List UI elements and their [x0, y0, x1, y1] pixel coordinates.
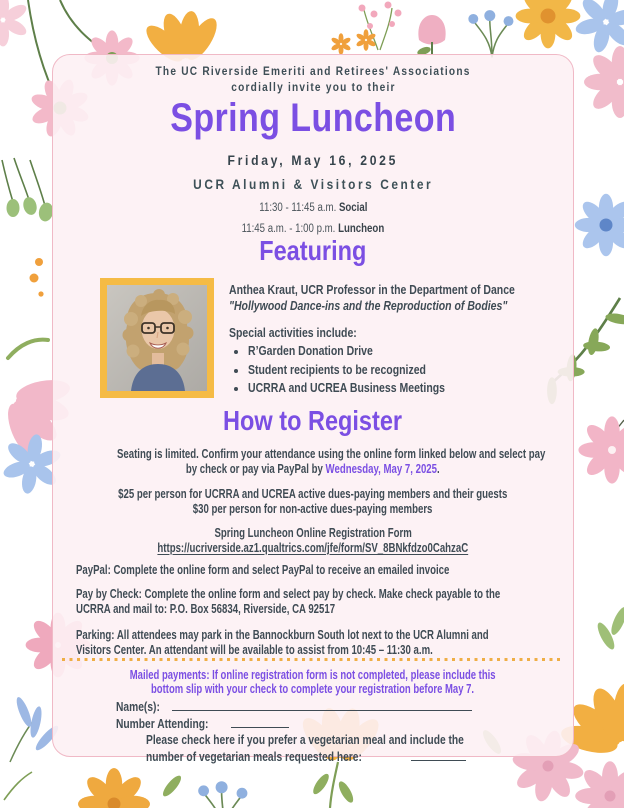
pink-flower-right [578, 416, 624, 483]
green-leaf-bottom [160, 773, 184, 799]
activities-label: Special activities include: [229, 326, 357, 340]
speaker-info [229, 283, 569, 401]
invite-line2: cordially invite you to their [230, 82, 396, 94]
blue-berries-bottom [198, 781, 247, 808]
price-lines: $25 per person for UCRRA and UCREA active dues-paying members and their guests $30 per person for non-active dues-paying members [118, 487, 508, 516]
speaker-name: Anthea Kraut, UCR Professor in the Department of Dance [229, 283, 515, 297]
name-label: Name(s): [116, 700, 160, 714]
list-item: • Student recipients to be recognized [248, 364, 569, 377]
deadline-text: Wednesday, May 7, 2025 [325, 461, 438, 476]
schedule-line-social: 11:30 - 11:45 a.m. Social [258, 202, 368, 214]
activities-list [229, 345, 569, 395]
small-flowers-top-center [330, 2, 401, 55]
mailed-payments-notice: Mailed payments: If online registration form is not completed, please include this bottom slip with your check to complete your registration before May 7. [130, 668, 496, 696]
vegetarian-note: Please check here if you prefer a vegetarian meal and include the number of vegetarian meals requested here: [146, 733, 534, 765]
event-venue: UCR Alumni & Visitors Center [192, 176, 434, 192]
event-date: Friday, May 16, 2025 [227, 153, 399, 168]
invite-text [53, 64, 573, 96]
seating-paragraph: Seating is limited. Confirm your attendance using the online form linked below and select pay by check or pay via PayPal by Wednesday, May 7, 2025. [116, 447, 546, 476]
orange-dots-left [30, 258, 44, 297]
attending-field-row [116, 716, 289, 731]
orange-daisy-bottom-left [78, 768, 150, 808]
paypal-paragraph: PayPal: Complete the online form and select PayPal to receive an emailed invoice [76, 563, 450, 577]
registration-form-link[interactable]: https://ucriverside.az1.qualtrics.com/jfe/form/SV_8BNkfdzo0CahzaC [157, 540, 469, 555]
talk-title: "Hollywood Dance-ins and the Reproduction of Bodies" [229, 299, 508, 313]
list-item: • UCRRA and UCREA Business Meetings [248, 382, 569, 395]
pink-tulip-top [416, 15, 445, 57]
register-heading: How to Register [223, 405, 403, 436]
yellow-daisy-top-right [516, 0, 581, 48]
speaker-portrait-illustration [107, 285, 207, 391]
name-field-row [116, 699, 472, 714]
list-item: • R’Garden Donation Drive [248, 345, 569, 358]
green-buds-left [2, 158, 55, 223]
dotted-divider [62, 658, 564, 661]
parking-paragraph: Parking: All attendees may park in the Bannockburn South lot next to the UCR Alumni and Visitors Center. An attendant will be available to assist from 10:45 – 11:30 a.m. [76, 628, 489, 657]
veg-count-blank-line [411, 749, 466, 761]
page-title: Spring Luncheon [170, 96, 456, 140]
blue-daisy-right [575, 194, 624, 256]
form-label: Spring Luncheon Online Registration Form [214, 526, 412, 540]
attending-label: Number Attending: [116, 717, 209, 731]
speaker-photo [100, 278, 214, 398]
event-schedule [53, 198, 573, 240]
invitation-card [52, 54, 574, 764]
invite-line1: The UC Riverside Emeriti and Retirees' Associations [155, 66, 471, 78]
green-leaves-right [595, 605, 624, 651]
attending-blank-line [231, 716, 289, 728]
schedule-line-luncheon: 11:45 a.m. - 1:00 p.m. Luncheon [241, 223, 385, 235]
blue-berries-top [468, 10, 513, 57]
featuring-heading: Featuring [259, 235, 367, 266]
online-form-block [53, 526, 573, 555]
name-blank-line [172, 699, 472, 711]
seating-line2: by check or pay via PayPal by Wednesday, May 7, 2025. [186, 461, 440, 476]
check-paragraph: Pay by Check: Complete the online form and select pay by check. Make check payable to the UCRRA and mail to: P.O. Box 56834, Riverside, CA 92517 [76, 587, 501, 616]
